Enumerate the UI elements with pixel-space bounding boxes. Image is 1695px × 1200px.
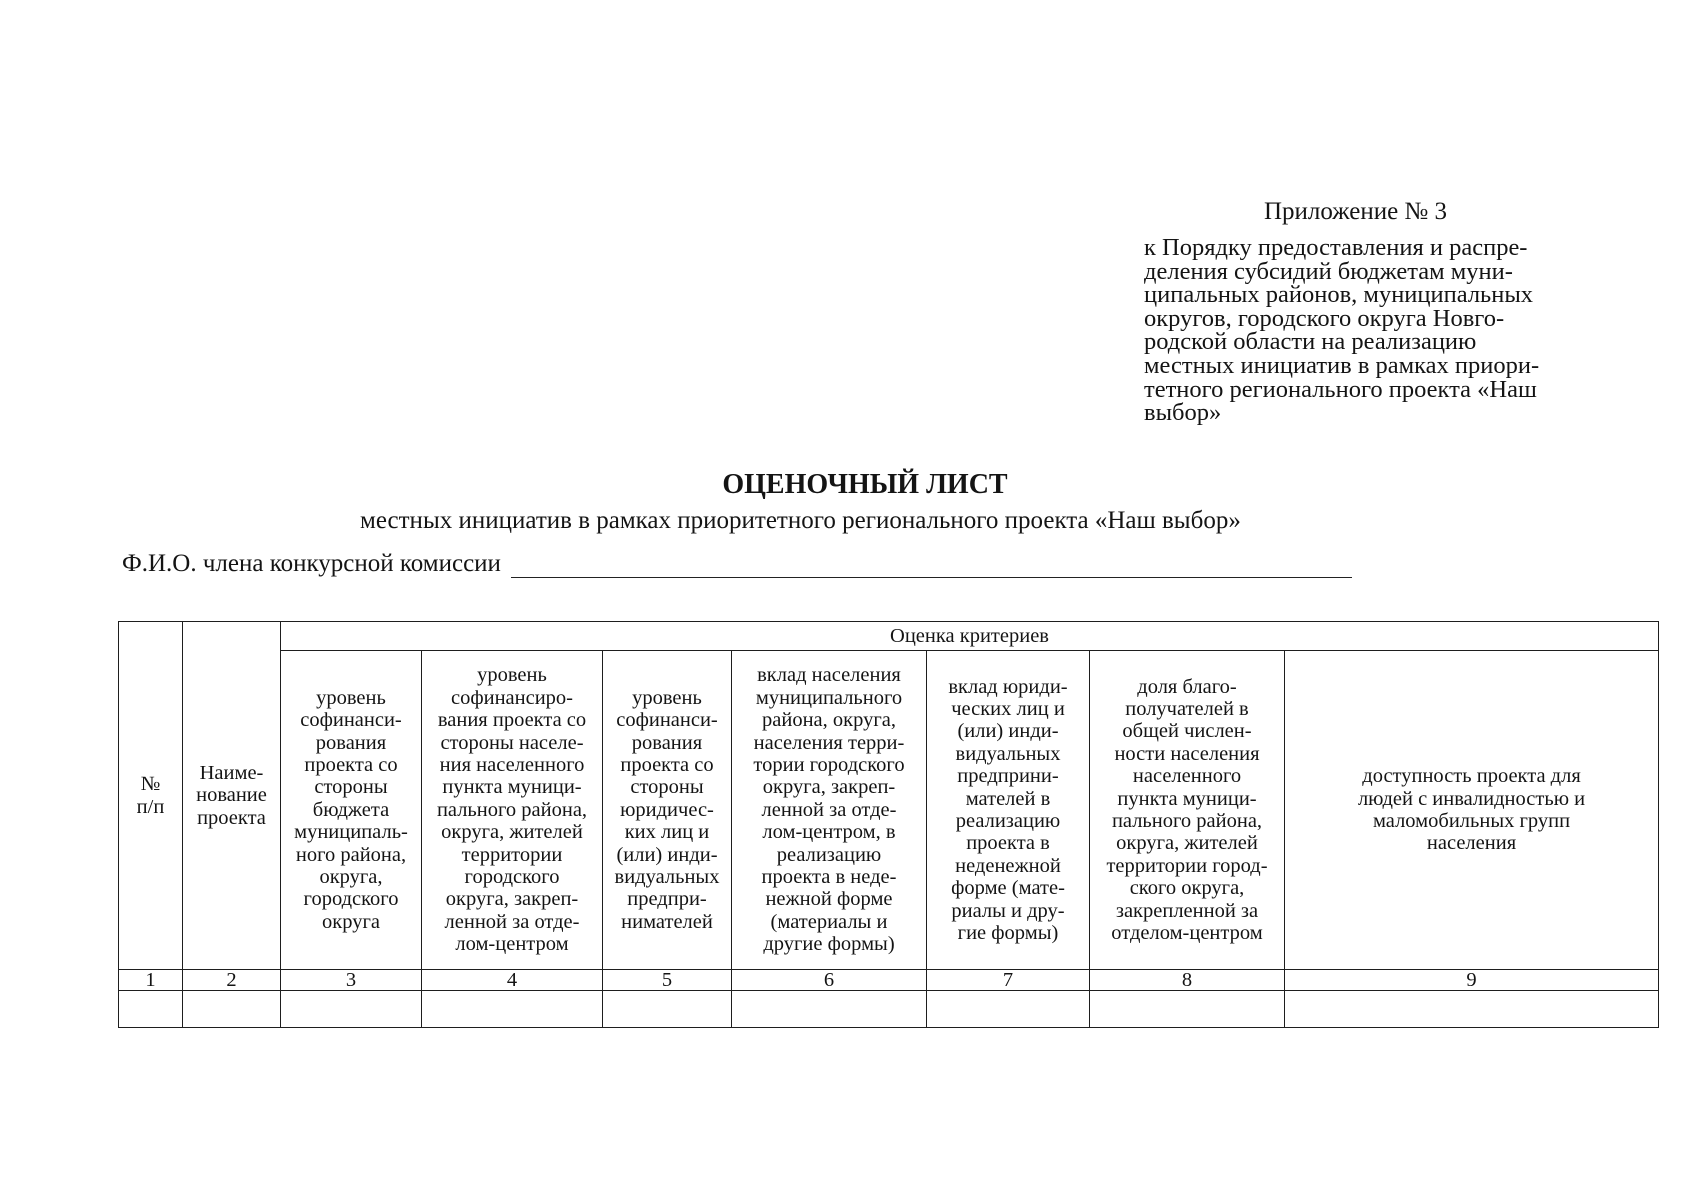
- header-criterion-3: уровень софинанси- рования проекта со стороны юридичес- ких лиц и (или) инди- видуальных предпри- нимателей: [603, 651, 732, 970]
- appendix-block: [1144, 198, 1604, 425]
- header-criterion-6: доля благо- получателей в общей числен- ности населения населенного пункта муници- пального района, округа, жителей территории город- ского округа, закрепленной за отделом-центром: [1090, 651, 1285, 970]
- header-col-no: № п/п: [119, 622, 183, 970]
- document-subtitle: местных инициатив в рамках приоритетного регионального проекта «Наш выбор»: [360, 507, 1241, 534]
- empty-cell[interactable]: [1285, 991, 1659, 1028]
- column-number: 7: [927, 970, 1090, 991]
- column-number: 9: [1285, 970, 1659, 991]
- empty-cell[interactable]: [603, 991, 732, 1028]
- column-number: 8: [1090, 970, 1285, 991]
- fio-blank-line: [511, 555, 1352, 578]
- column-number: 5: [603, 970, 732, 991]
- header-criterion-1: уровень софинанси- рования проекта со стороны бюджета муниципаль- ного района, округа, городского округа: [281, 651, 422, 970]
- empty-cell[interactable]: [281, 991, 422, 1028]
- empty-cell[interactable]: [1090, 991, 1285, 1028]
- fio-label: Ф.И.О. члена конкурсной комиссии: [122, 550, 501, 577]
- fio-row: [122, 550, 1352, 578]
- appendix-title: Приложение № 3: [1264, 198, 1448, 225]
- header-row-group: [119, 622, 1659, 651]
- document-title: ОЦЕНОЧНЫЙ ЛИСТ: [722, 469, 1008, 500]
- empty-cell[interactable]: [119, 991, 183, 1028]
- column-number: 6: [732, 970, 927, 991]
- column-number: 4: [422, 970, 603, 991]
- header-criterion-2: уровень софинансиро- вания проекта со стороны населе- ния населенного пункта муници- пального района, округа, жителей территории городского округа, закреп- ленной за отде- лом-центром: [422, 651, 603, 970]
- empty-cell[interactable]: [422, 991, 603, 1028]
- header-criterion-7: доступность проекта для людей с инвалидностью и маломобильных групп населения: [1285, 651, 1659, 970]
- empty-cell[interactable]: [927, 991, 1090, 1028]
- column-number: 2: [183, 970, 281, 991]
- header-criterion-4: вклад населения муниципального района, округа, населения терри- тории городского округа, закреп- ленной за отде- лом-центром, в реализацию проекта в неде- нежной форме (материалы и другие формы): [732, 651, 927, 970]
- header-criterion-5: вклад юриди- ческих лиц и (или) инди- видуальных предприни- мателей в реализацию проекта в неденежной форме (мате- риалы и дру- гие формы): [927, 651, 1090, 970]
- column-numbers-row: [119, 970, 1659, 991]
- appendix-text: к Порядку предоставления и распре- деления субсидий бюджетам муни- ципальных районов, муниципальных округов, городского округа Новго- родской области на реализацию местных инициатив в рамках приори- тетного регионального проекта «Наш выбор»: [1144, 234, 1540, 427]
- header-row-criteria: [119, 651, 1659, 970]
- header-col-name: Наиме- нование проекта: [183, 622, 281, 970]
- empty-cell[interactable]: [183, 991, 281, 1028]
- empty-cell[interactable]: [732, 991, 927, 1028]
- empty-data-row: [119, 991, 1659, 1028]
- column-number: 1: [119, 970, 183, 991]
- header-criteria-group: Оценка критериев: [281, 622, 1659, 651]
- column-number: 3: [281, 970, 422, 991]
- evaluation-table: [118, 621, 1659, 1028]
